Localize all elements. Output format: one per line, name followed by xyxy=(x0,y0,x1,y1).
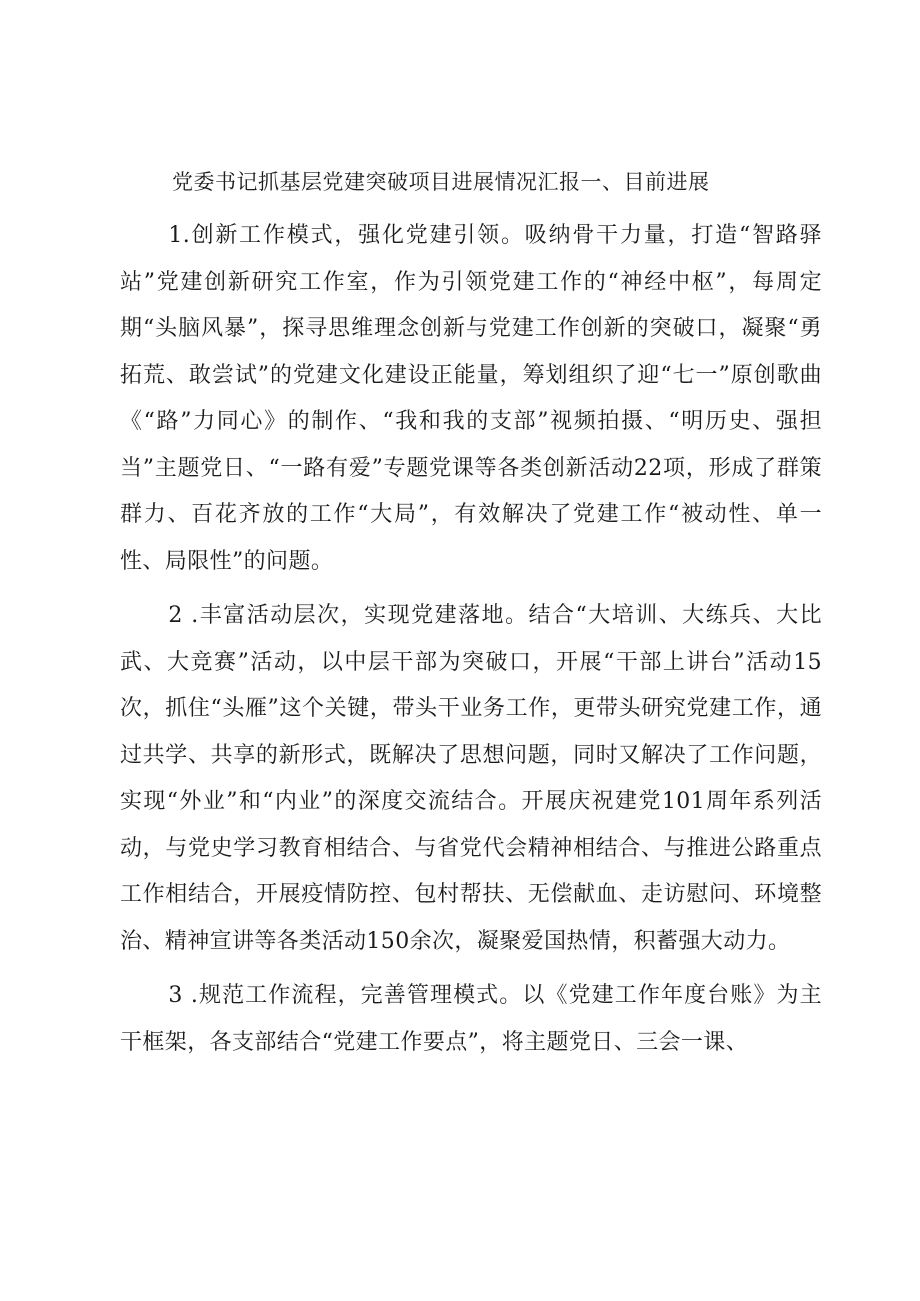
document-page xyxy=(120,155,822,1074)
paragraph-2: 2 .丰富活动层次，实现党建落地。结合“大培训、大练兵、大比武、大竞赛”活动，以中层干部为突破口，开展“干部上讲台”活动15次，抓住“头雁”这个关键，带头干业务工作，更带头研究党建工作，通过共学、共享的新形式，既解决了思想问题，同时又解决了工作问题，实现“外业”和“内业”的深度交流结合。开展庆祝建党101周年系列活动，与党史学习教育相结合、与省党代会精神相结合、与推进公路重点工作相结合，开展疫情防控、包村帮扶、无偿献血、走访慰问、环境整治、精神宣讲等各类活动150余次，凝聚爱国热情，积蓄强大动力。 xyxy=(120,603,822,954)
paragraph-3: 3 .规范工作流程，完善管理模式。以《党建工作年度台账》为主干框架，各支部结合“党建工作要点”，将主题党日、三会一课、 xyxy=(120,983,822,1055)
paragraph-1: 1.创新工作模式，强化党建引领。吸纳骨干力量，打造“智路驿站”党建创新研究工作室，作为引领党建工作的“神经中枢”，每周定期“头脑风暴”，探寻思维理念创新与党建工作创新的突破口，凝聚“勇拓荒、敢尝试”的党建文化建设正能量，筹划组织了迎“七一”原创歌曲《“路”力同心》的制作、“我和我的支部”视频拍摄、“明历史、强担当”主题党日、“一路有爱”专题党课等各类创新活动22项，形成了群策群力、百花齐放的工作“大局”，有效解决了党建工作“被动性、单一性、局限性”的问题。 xyxy=(120,223,822,574)
document-title: 党委书记抓基层党建突破项目进展情况汇报一、目前进展 xyxy=(172,170,710,194)
